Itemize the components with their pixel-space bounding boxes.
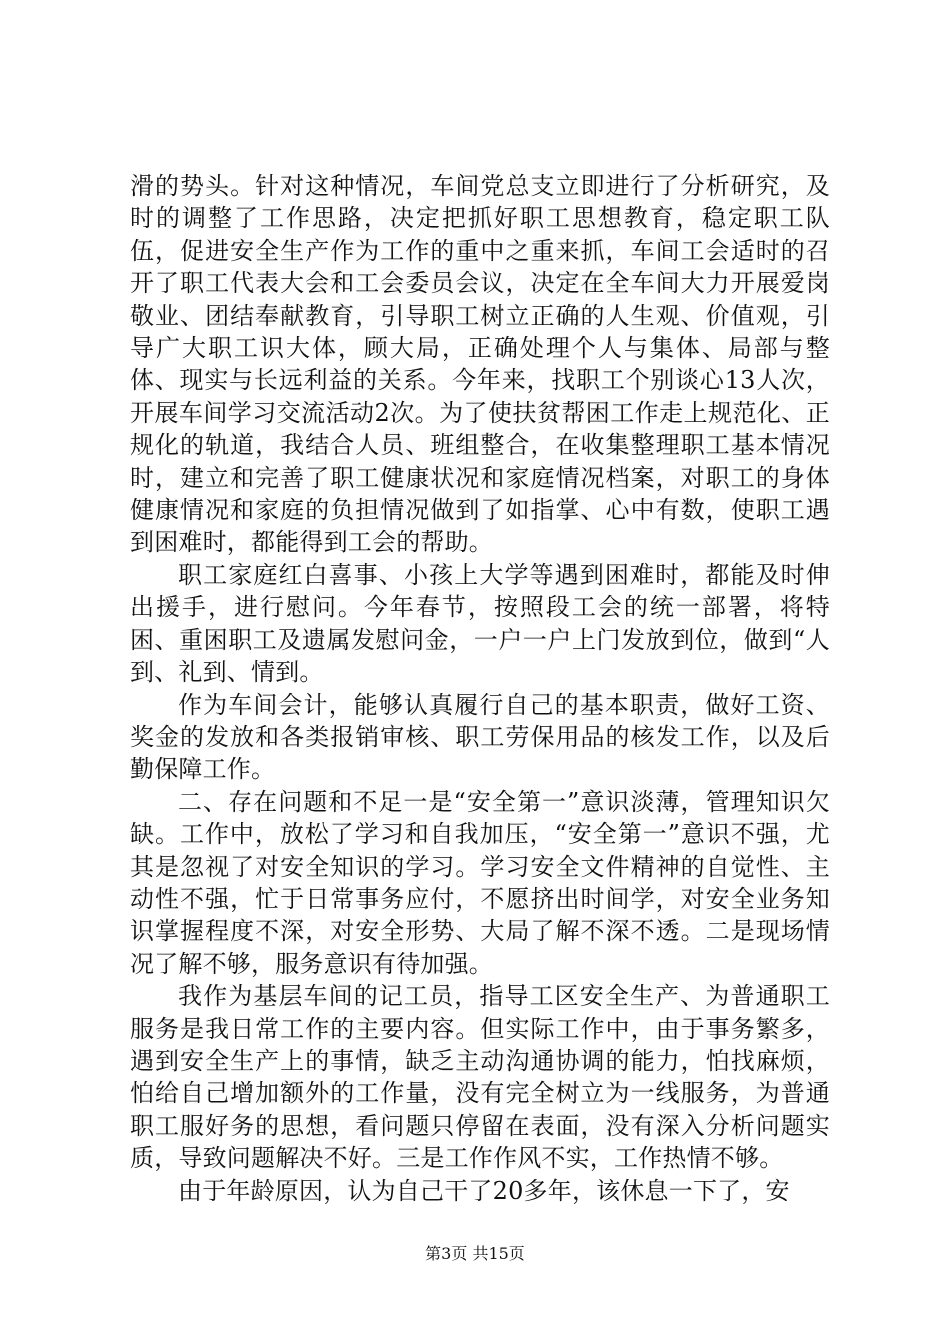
page-number-footer: 第3页 共15页 bbox=[425, 1244, 525, 1263]
paragraph-4: 二、存在问题和不足一是“安全第一”意识淡薄，管理知识欠缺。工作中，放松了学习和自我加压，“安全第一”意识不强，尤其是忽视了对安全知识的学习。学习安全文件精神的自觉性、主动性不强，忙于日常事务应付，不愿挤出时间学，对安全业务知识掌握程度不深，对安全形势、大局了解不深不透。二是现场情况了解不够，服务意识有待加强。 bbox=[130, 787, 830, 978]
paragraph-2: 职工家庭红白喜事、小孩上大学等遇到困难时，都能及时伸出援手，进行慰问。今年春节，按照段工会的统一部署，将特困、重困职工及遗属发慰问金，一户一户上门发放到位，做到“人到、礼到、情到。 bbox=[130, 560, 830, 687]
paragraph-3: 作为车间会计，能够认真履行自己的基本职责，做好工资、奖金的发放和各类报销审核、职工劳保用品的核发工作，以及后勤保障工作。 bbox=[130, 690, 830, 784]
paragraph-5: 我作为基层车间的记工员，指导工区安全生产、为普通职工服务是我日常工作的主要内容。但实际工作中，由于事务繁多，遇到安全生产上的事情，缺乏主动沟通协调的能力，怕找麻烦，怕给自己增加额外的工作量，没有完全树立为一线服务，为普通职工服好务的思想，看问题只停留在表面，没有深入分析问题实质，导致问题解决不好。三是工作作风不实，工作热情不够。 bbox=[130, 982, 830, 1173]
paragraph-1: 滑的势头。针对这种情况，车间党总支立即进行了分析研究，及时的调整了工作思路，决定把抓好职工思想教育，稳定职工队伍，促进安全生产作为工作的重中之重来抓，车间工会适时的召开了职工代表大会和工会委员会议，决定在全车间大力开展爱岗敬业、团结奉献教育，引导职工树立正确的人生观、价值观，引导广大职工识大体，顾大局，正确处理个人与集体、局部与整体、现实与长远利益的关系。今年来，找职工个别谈心13人次，开展车间学习交流活动2次。为了使扶贫帮困工作走上规范化、正规化的轨道，我结合人员、班组整合，在收集整理职工基本情况时，建立和完善了职工健康状况和家庭情况档案，对职工的身体健康情况和家庭的负担情况做到了如指掌、心中有数，使职工遇到困难时，都能得到工会的帮助。 bbox=[130, 172, 830, 557]
paragraph-6: 由于年龄原因，认为自己干了20多年，该休息一下了，安 bbox=[178, 1176, 790, 1205]
document-body bbox=[130, 170, 830, 1207]
